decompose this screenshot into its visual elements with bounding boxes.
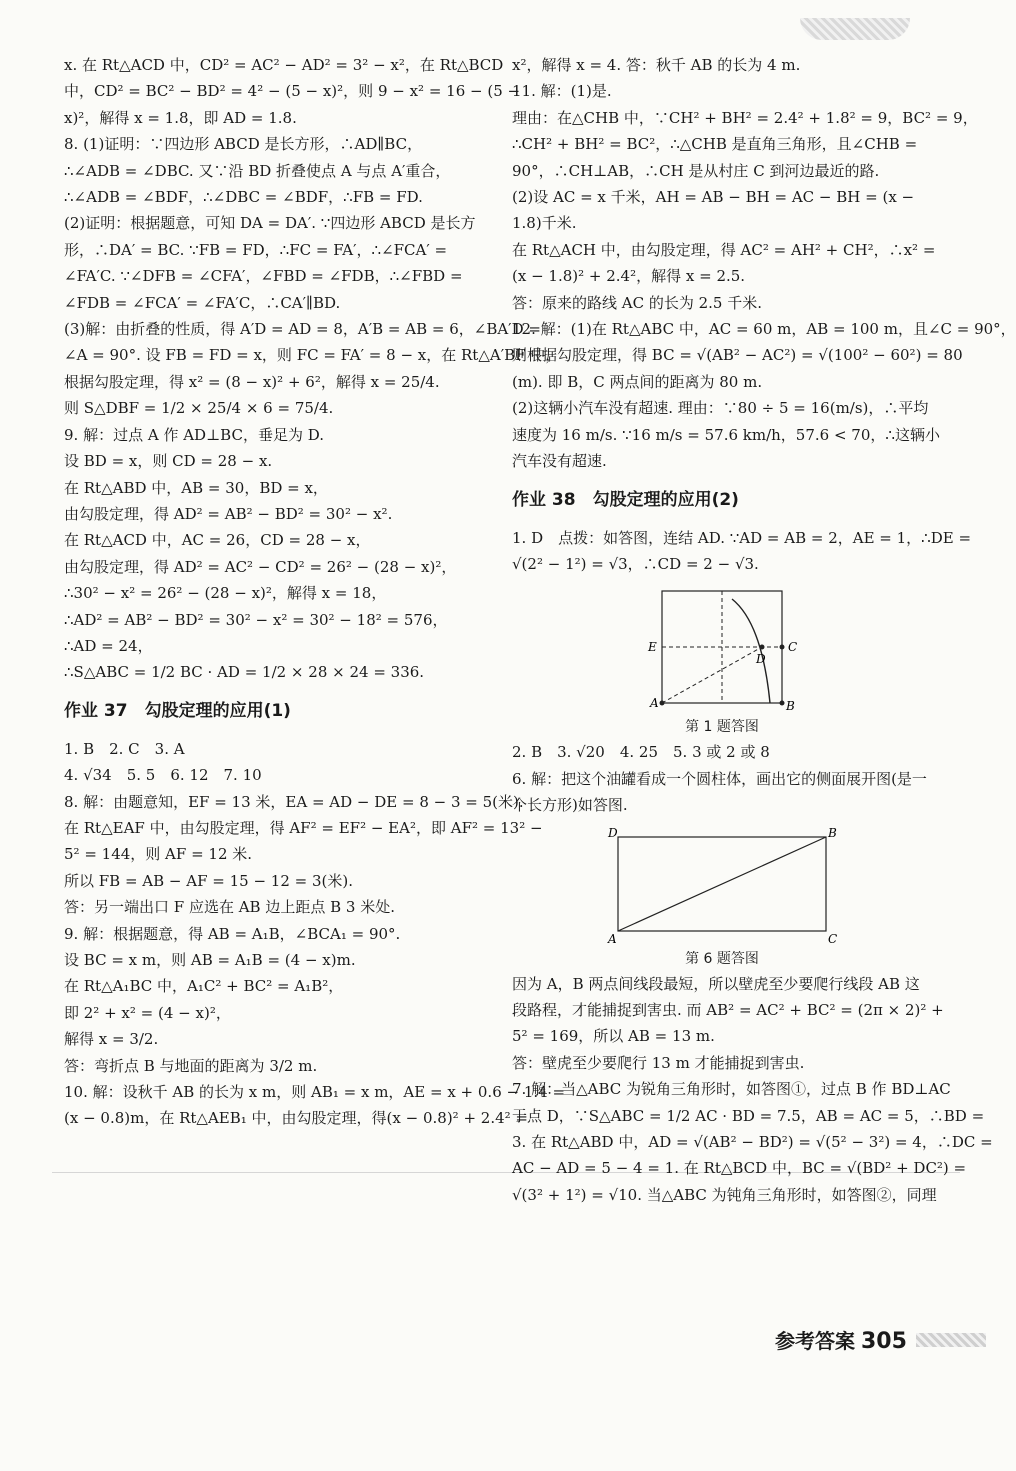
text-line: ∴AD² = AB² − BD² = 30² − x² = 30² − 18² = 576， <box>64 610 448 629</box>
text-line: 答：弯折点 B 与地面的距离为 3/2 m. <box>64 1056 318 1075</box>
text-line: 9. 解：过点 A 作 AD⊥BC，垂足为 D. <box>64 425 324 444</box>
text-line: 10. 解：设秋千 AB 的长为 x m，则 AB₁ = x m，AE = x + 0.6 − 1.4 = <box>64 1083 566 1102</box>
text-line: 答：壁虎至少要爬行 13 m 才能捕捉到害虫. <box>512 1053 805 1072</box>
right-column <box>512 52 1016 1208</box>
section-38-bottom <box>512 971 993 1209</box>
figure-1-segment-ad <box>662 647 762 703</box>
text-line: 理由：在△CHB 中，∵CH² + BH² = 2.4² + 1.8² = 9，BC² = 9， <box>512 108 978 127</box>
text-line: 5² = 169，所以 AB = 13 m. <box>512 1027 715 1046</box>
text-line: x²，解得 x = 4. 答：秋千 AB 的长为 4 m. <box>512 56 801 74</box>
figure-6-caption: 第 6 题答图 <box>685 950 759 967</box>
text-line: ∠FDB = ∠FCA′ = ∠FA′C，∴CA′∥BD. <box>64 293 341 312</box>
text-line: (2)证明：根据题意，可知 DA = DA′. ∵四边形 ABCD 是长方 <box>64 214 476 233</box>
text-line: 答：原来的路线 AC 的长为 2.5 千米. <box>512 293 763 312</box>
section-38-middle <box>512 739 932 818</box>
figure-6-diagram <box>602 825 842 945</box>
section-38-title: 作业 38 勾股定理的应用(2) <box>512 489 739 510</box>
text-line: 段路程，才能捕捉到害虫. 而 AB² = AC² + BC² = (2π × 2)² + <box>512 1000 944 1019</box>
text-line: 8. (1)证明：∵四边形 ABCD 是长方形，∴AD∥BC， <box>64 135 423 154</box>
text-line: 所以 FB = AB − AF = 15 − 12 = 3(米). <box>64 871 354 890</box>
figure-1-caption: 第 1 题答图 <box>685 719 759 736</box>
text-line: (2)这辆小汽车没有超速. 理由：∵80 ÷ 5 = 16(m/s)，∴平均 <box>512 399 929 418</box>
top-decoration <box>800 18 910 40</box>
figure-1-diagram <box>632 583 812 713</box>
text-line: 11. 解：(1)是. <box>512 82 612 101</box>
text-line: x)²，解得 x = 1.8，即 AD = 1.8. <box>64 108 297 127</box>
text-line: ∴S△ABC = 1/2 BC · AD = 1/2 × 28 × 24 = 336. <box>64 663 425 682</box>
text-line: AC − AD = 5 − 4 = 1. 在 Rt△BCD 中，BC = √(BD² + DC²) = <box>512 1159 967 1178</box>
figure-1-label-d: D <box>756 652 766 667</box>
text-line: 则 S△DBF = 1/2 × 25/4 × 6 = 75/4. <box>64 399 334 418</box>
figure-6-label-a: A <box>608 931 617 946</box>
text-line: 根据勾股定理，得 x² = (8 − x)² + 6²，解得 x = 25/4. <box>64 372 440 391</box>
text-line: 8. 解：由题意知，EF = 13 米，EA = AD − DE = 8 − 3 = 5(米). <box>64 792 524 811</box>
text-line: 1. D 点拨：如答图，连结 AD. ∵AD = AB = 2，AE = 1，∴DE = <box>512 528 972 547</box>
figure-6-label-c: C <box>828 931 838 946</box>
text-line: 个长方形)如答图. <box>512 796 628 815</box>
text-line: (x − 1.8)² + 2.4²，解得 x = 2.5. <box>512 267 746 286</box>
text-line: (x − 0.8)m，在 Rt△AEB₁ 中，由勾股定理，得(x − 0.8)² + 2.4² = <box>64 1109 529 1128</box>
text-line: 设 BC = x m，则 AB = A₁B = (4 − x)m. <box>64 951 356 969</box>
text-line: 解得 x = 3/2. <box>64 1030 159 1049</box>
figure-1-point-a <box>660 701 665 706</box>
page-footer <box>775 1325 907 1354</box>
figure-1-point-c <box>780 645 785 650</box>
figure-6-label-d: D <box>608 825 618 840</box>
text-line: √(2² − 1²) = √3，∴CD = 2 − √3. <box>512 554 759 573</box>
text-line: 5² = 144，则 AF = 12 米. <box>64 845 253 864</box>
text-line: 设 BD = x，则 CD = 28 − x. <box>64 452 273 471</box>
right-answer-text <box>512 52 1016 475</box>
text-line: 在 Rt△ACH 中，由勾股定理，得 AC² = AH² + CH²，∴x² = <box>512 240 936 259</box>
text-line: 1. B 2. C 3. A <box>64 739 185 758</box>
text-line: 即 2² + x² = (4 − x)²， <box>64 1003 231 1022</box>
figure-1-label-c: C <box>788 640 798 655</box>
text-line: 由勾股定理，得 AD² = AB² − BD² = 30² − x². <box>64 504 393 523</box>
text-line: 12. 解：(1)在 Rt△ABC 中，AC = 60 m，AB = 100 m，且∠C = 90°， <box>512 320 1016 339</box>
text-line: (m). 即 B，C 两点间的距离为 80 m. <box>512 372 763 391</box>
text-line: 2. B 3. √20 4. 25 5. 3 或 2 或 8 <box>512 743 770 762</box>
figure-1-label-a: A <box>650 696 659 711</box>
text-line: 在 Rt△EAF 中，由勾股定理，得 AF² = EF² − EA²，即 AF² = 13² − <box>64 818 543 837</box>
text-line: 由勾股定理，得 AD² = AC² − CD² = 26² − (28 − x)²， <box>64 557 457 576</box>
section-38-intro <box>512 525 972 578</box>
text-line: 答：另一端出口 F 应选在 AB 边上距点 B 3 米处. <box>64 898 395 917</box>
text-line: ∴30² − x² = 26² − (28 − x)²，解得 x = 18， <box>64 584 387 603</box>
figure-1-arc <box>732 599 770 703</box>
text-line: 因为 A，B 两点间线段最短，所以壁虎至少要爬行线段 AB 这 <box>512 974 920 993</box>
figure-1-label-e: E <box>648 640 657 655</box>
text-line: 90°，∴CH⊥AB，∴CH 是从村庄 C 到河边最近的路. <box>512 161 880 180</box>
text-line: ∴∠ADB = ∠BDF，∴∠DBC = ∠BDF，∴FB = FD. <box>64 188 423 207</box>
text-line: 1.8)千米. <box>512 214 577 233</box>
text-line: 在 Rt△A₁BC 中，A₁C² + BC² = A₁B²， <box>64 977 344 996</box>
text-line: √(3² + 1²) = √10. 当△ABC 为钝角三角形时，如答图②，同理 <box>512 1185 937 1204</box>
text-line: (3)解：由折叠的性质，得 A′D = AD = 8，A′B = AB = 6，∠BA′D = <box>64 320 541 339</box>
text-line: ∴∠ADB = ∠DBC. 又∵沿 BD 折叠使点 A 与点 A′重合， <box>64 161 451 180</box>
figure-1-label-b: B <box>786 699 795 714</box>
text-line: 9. 解：根据题意，得 AB = A₁B，∠BCA₁ = 90°. <box>64 924 401 943</box>
text-line: 则根据勾股定理，得 BC = √(AB² − AC²) = √(100² − 60²) = 80 <box>512 346 963 365</box>
text-line: 3. 在 Rt△ABD 中，AD = √(AB² − BD²) = √(5² − 3²) = 4，∴DC = <box>512 1132 993 1151</box>
text-line: 4. √34 5. 5 6. 12 7. 10 <box>64 766 262 785</box>
text-line: 汽车没有超速. <box>512 452 607 471</box>
text-line: ∴AD = 24， <box>64 636 153 655</box>
page-number: 305 <box>861 1329 907 1354</box>
figure-1-point-b <box>780 701 785 706</box>
text-line: x. 在 Rt△ACD 中，CD² = AC² − AD² = 3² − x²，在 Rt△BCD <box>64 56 504 74</box>
text-line: 于点 D，∵S△ABC = 1/2 AC · BD = 7.5，AB = AC = 5，∴BD = <box>512 1106 985 1125</box>
text-line: ∴CH² + BH² = BC²，∴△CHB 是直角三角形，且∠CHB = <box>512 135 918 154</box>
section-37-title: 作业 37 勾股定理的应用(1) <box>64 700 291 721</box>
section-37-answers <box>64 736 566 1132</box>
text-line: 中，CD² = BC² − BD² = 4² − (5 − x)²，则 9 − x² = 16 − (5 − <box>64 82 521 101</box>
footer-label: 参考答案 <box>775 1329 855 1353</box>
text-line: ∠A = 90°. 设 FB = FD = x，则 FC = FA′ = 8 − x，在 Rt△A′BF 中， <box>64 346 561 365</box>
text-line: 6. 解：把这个油罐看成一个圆柱体，画出它的侧面展开图(是一 <box>512 769 927 788</box>
text-line: 在 Rt△ABD 中，AB = 30，BD = x， <box>64 478 328 497</box>
text-line: 形，∴DA′ = BC. ∵FB = FD，∴FC = FA′，∴∠FCA′ = <box>64 240 448 259</box>
figure-1-point-d <box>760 645 765 650</box>
text-line: 在 Rt△ACD 中，AC = 26，CD = 28 − x， <box>64 531 371 550</box>
figure-6-diagonal-ab <box>618 837 826 931</box>
footer-decoration <box>916 1333 986 1347</box>
text-line: ∠FA′C. ∵∠DFB = ∠CFA′，∠FBD = ∠FDB，∴∠FBD = <box>64 267 463 286</box>
figure-6-label-b: B <box>828 825 837 840</box>
text-line: 速度为 16 m/s. ∵16 m/s = 57.6 km/h，57.6 < 70，∴这辆小 <box>512 425 940 444</box>
text-line: (2)设 AC = x 千米，AH = AB − BH = AC − BH = (x − <box>512 188 915 207</box>
text-line: 7. 解：当△ABC 为锐角三角形时，如答图①，过点 B 作 BD⊥AC <box>512 1080 951 1099</box>
